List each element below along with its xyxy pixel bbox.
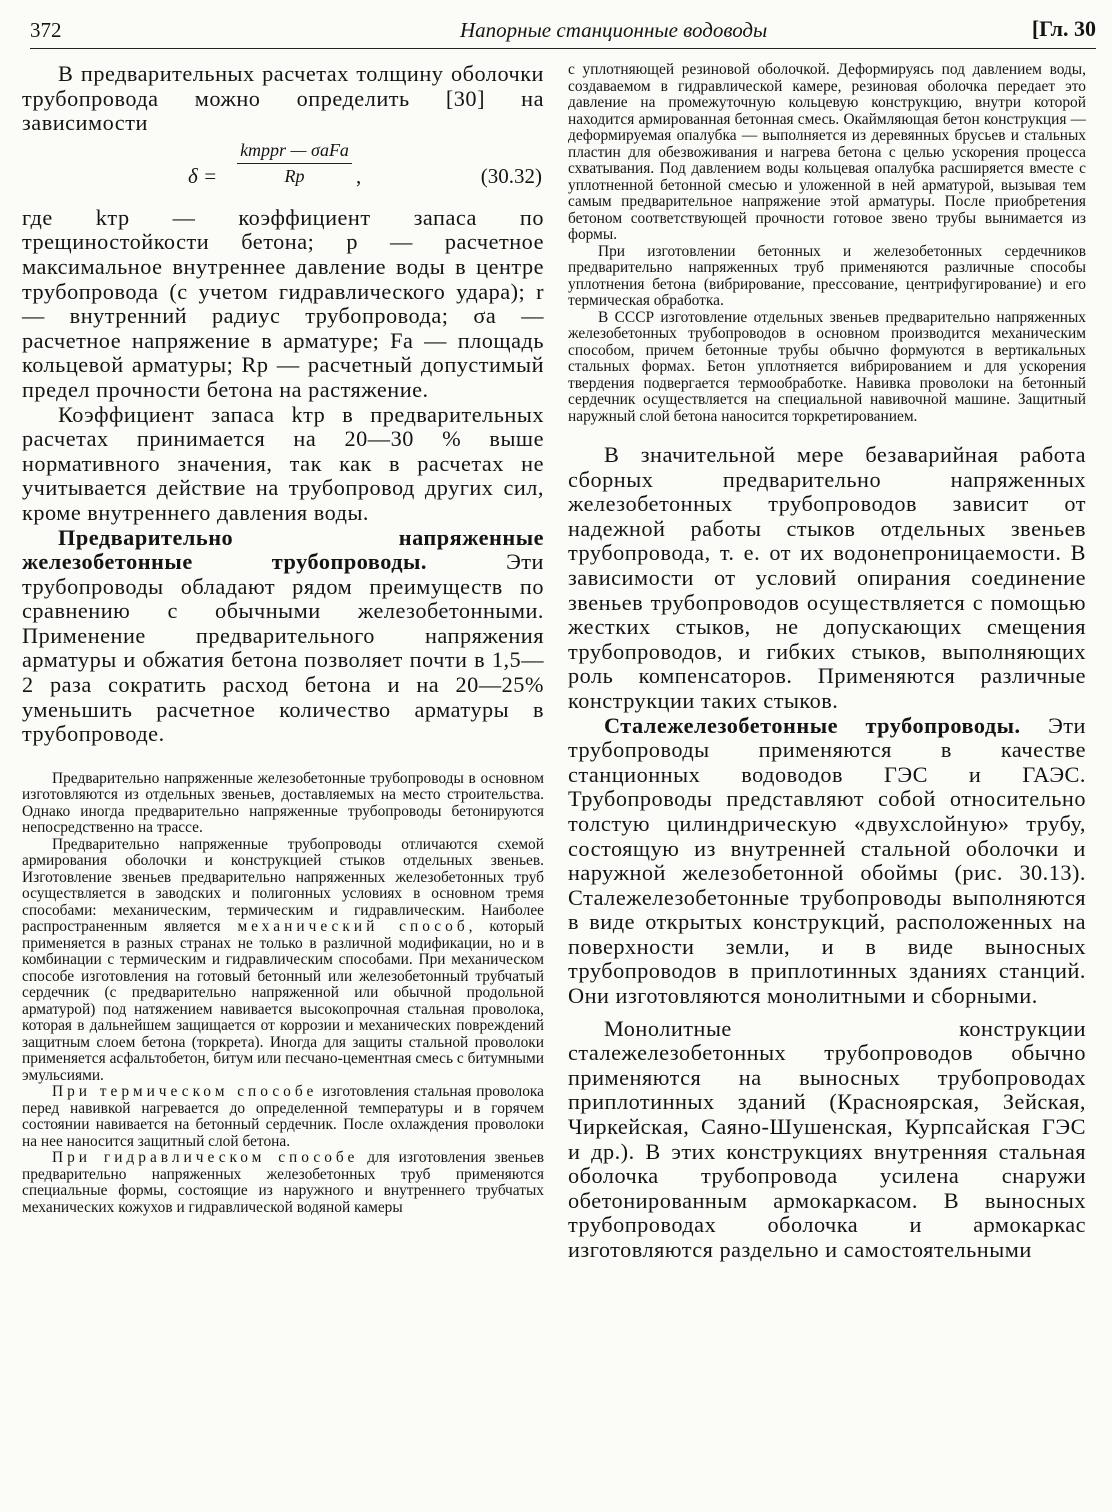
formula-lhs: δ = bbox=[188, 163, 218, 188]
formula-numerator: kтрpr — σaFa bbox=[237, 140, 352, 164]
small-paragraph-hydraulic-text: для изготовления звеньев предварительно напряженных железобетонных труб применяются специальные формы, состоящие из наружного и внутреннего трубчатых механических кожухов и гидравлической водяной камеры bbox=[22, 1149, 544, 1216]
term-thermal-method: При термическом способе bbox=[52, 1083, 318, 1101]
page-header bbox=[30, 14, 1096, 49]
left-column bbox=[22, 62, 544, 1216]
small-paragraph-segments: Предварительно напряженные железобетонные трубопроводы в основном изготовляются из отдельных звеньев, доставляемых на место строительства. Однако иногда предварительно напряженные трубопроводы бетонируются непосредственно на трассе. bbox=[22, 769, 544, 837]
small-paragraph-compaction: При изготовлении бетонных и железобетонных сердечников предварительно напряженных труб применяются различные способы уплотнения бетона (вибрирование, прессование, центрифугирование) и его термическая обработка. bbox=[568, 242, 1086, 309]
formula-30-32 bbox=[22, 136, 544, 206]
paragraph-joints: В значительной мере безаварийная работа сборных предварительно напряженных железобетонных трубопроводов зависит от надежной работы стыков отдельных звеньев трубопровода, т. е. от их водонепроницаемости. В зависимости от условий опирания соединение звеньев трубопроводов осуществляется с помощью жестких стыков, не допускающих смещения трубопроводов, и гибких стыков, выполняющих роль компенсаторов. Применяются различные конструкции таких стыков. bbox=[568, 442, 1086, 713]
small-paragraph-methods-b: , который применяется в разных странах не только в различной модификации, но и в комбинации с термическим и гидравлическим способами. При механическом способе изготовления на готовый бетонный или железобетонный трубчатый сердечник (с предварительно напряженной или обычной продольной арматурой) под натяжением навивается высокопрочная стальная проволока, которая в дальнейшем защищается от коррозии и механических повреждений защитным слоем бетона (торкрета). Иногда для защиты стальной проволоки применяется асфальтобетон, битум или песчано-цементная смесь с битумными эмульсиями. bbox=[22, 918, 544, 1084]
equation-number: (30.32) bbox=[480, 163, 542, 188]
formula-denominator: Rp bbox=[284, 165, 305, 186]
term-mechanical-method: механический способ bbox=[237, 918, 469, 936]
section-heading-prestressed: Предварительно напряженные железобетонные трубопроводы. bbox=[22, 524, 544, 575]
paragraph-definitions: где kтр — коэффициент запаса по трещиностойкости бетона; p — расчетное максимальное внутреннее давление воды в центре трубопровода (с учетом гидравлического удара); r — внутренний радиус трубопровода; σa — расчетное напряжение в арматуре; Fa — площадь кольцевой арматуры; Rp — расчетный допустимый предел прочности бетона на растяжение. bbox=[22, 204, 544, 402]
small-paragraph-hydraulic bbox=[22, 1150, 544, 1216]
formula-comma: , bbox=[356, 163, 362, 188]
paragraph-prestressed-text: Эти трубопроводы обладают рядом преимуществ по сравнению с обычными железобетонными. Применение предварительного напряжения арматуры и обжатия бетона позволяет почти в 1,5—2 раза сократить расход бетона и на 20—25% уменьшить расчетное количество арматуры в трубопроводе. bbox=[22, 549, 544, 747]
paragraph-monolithic: Монолитные конструкции сталежелезобетонных трубопроводов обычно применяются на выносных трубопроводах приплотинных зданий (Красноярская, Зейская, Чиркейская, Саяно-Шушенская, Курпсайская ГЭС и др.). В этих конструкциях внутренняя стальная оболочка трубопровода усилена снаружи обетонированным армокаркасом. В выносных трубопроводах оболочка и армокаркас изготовляются раздельно и самостоятельными bbox=[568, 1015, 1086, 1262]
small-paragraph-methods-a: Предварительно напряженные трубопроводы отличаются схемой армирования оболочки и конструкцией стыков отдельных звеньев. Изготовление звеньев предварительно напряженных железобетонных труб осуществляется в заводских и полигонных условиях в основном тремя способами: механическим, термическим и гидравлическим. Наиболее распространенным является bbox=[22, 835, 544, 936]
formula-fraction bbox=[237, 140, 352, 187]
paragraph-steel-concrete bbox=[568, 714, 1086, 1009]
right-column bbox=[568, 62, 1086, 1263]
small-paragraph-thermal-text: изготовления стальная проволока перед навивкой нагревается до определенной температуры и в горячем состоянии навивается на бетонный сердечник. После охлаждения проволоки на нее наносится защитный слой бетона. bbox=[22, 1083, 544, 1150]
paragraph-safety-factor: Коэффициент запаса kтр в предварительных расчетах принимается на 20—30 % выше нормативного значения, так как в расчетах не учитывается действие на трубопровод других сил, кроме внутреннего давления воды. bbox=[22, 401, 544, 525]
small-paragraph-ussr: В СССР изготовление отдельных звеньев предварительно напряженных железобетонных трубопроводов в основном производится механическим способом, причем бетонные трубы обычно формуются в вертикальных стальных формах. Бетон уплотняется вибрированием и для ускорения твердения подвергается термообработке. Навивка проволоки на бетонный сердечник осуществляется на специальной навивочной машине. Защитный наружный слой бетона наносится торкретированием. bbox=[568, 308, 1086, 425]
section-heading-steel-concrete: Сталежелезобетонные трубопроводы. bbox=[604, 712, 1021, 738]
small-paragraph-thermal bbox=[22, 1084, 544, 1150]
paragraph-prestressed bbox=[22, 526, 544, 747]
running-title: Напорные станционные водоводы bbox=[460, 18, 768, 42]
term-hydraulic-method: При гидравлическом способе bbox=[52, 1149, 359, 1167]
page-number: 372 bbox=[30, 18, 62, 42]
chapter-label: [Гл. 30 bbox=[1031, 16, 1096, 41]
small-paragraph-rubber-shell: с уплотняющей резиновой оболочкой. Деформируясь под давлением воды, создаваемом в гидравлической камере, резиновая оболочка передает это давление на промежуточную кольцевую конструкцию, внутри которой находится армированная бетонная смесь. Окаймляющая бетон конструкция — деформируемая опалубка — выполняется из деревянных брусьев и стальных пластин для обезвоживания и нагрева бетона с целью ускорения процесса схватывания. Под давлением воды кольцевая опалубка расширяется вместе с уплотненной бетонной смесью и уложенной в ней арматурой, вызывая тем самым предварительное напряжение этой арматуры. После приобретения бетоном соответствующей прочности готовое звено трубы вынимается из формы. bbox=[568, 61, 1086, 243]
paragraph-steel-concrete-text: Эти трубопроводы применяются в качестве станционных водоводов ГЭС и ГАЭС. Трубопроводы представляют собой относительно толстую цилиндрическую «двухслойную» трубу, состоящую из внутренней стальной оболочки и наружной железобетонной обоймы (рис. 30.13). Сталежелезобетонные трубопроводы выполняются в виде открытых конструкций, расположенных на поверхности земли, и в виде выносных трубопроводов в приплотинных зданиях станций. Они изготовляются монолитными и сборными. bbox=[568, 712, 1086, 1009]
small-paragraph-methods bbox=[22, 837, 544, 1085]
paragraph-intro: В предварительных расчетах толщину оболочки трубопровода можно определить [30] на зависимости bbox=[22, 61, 544, 136]
